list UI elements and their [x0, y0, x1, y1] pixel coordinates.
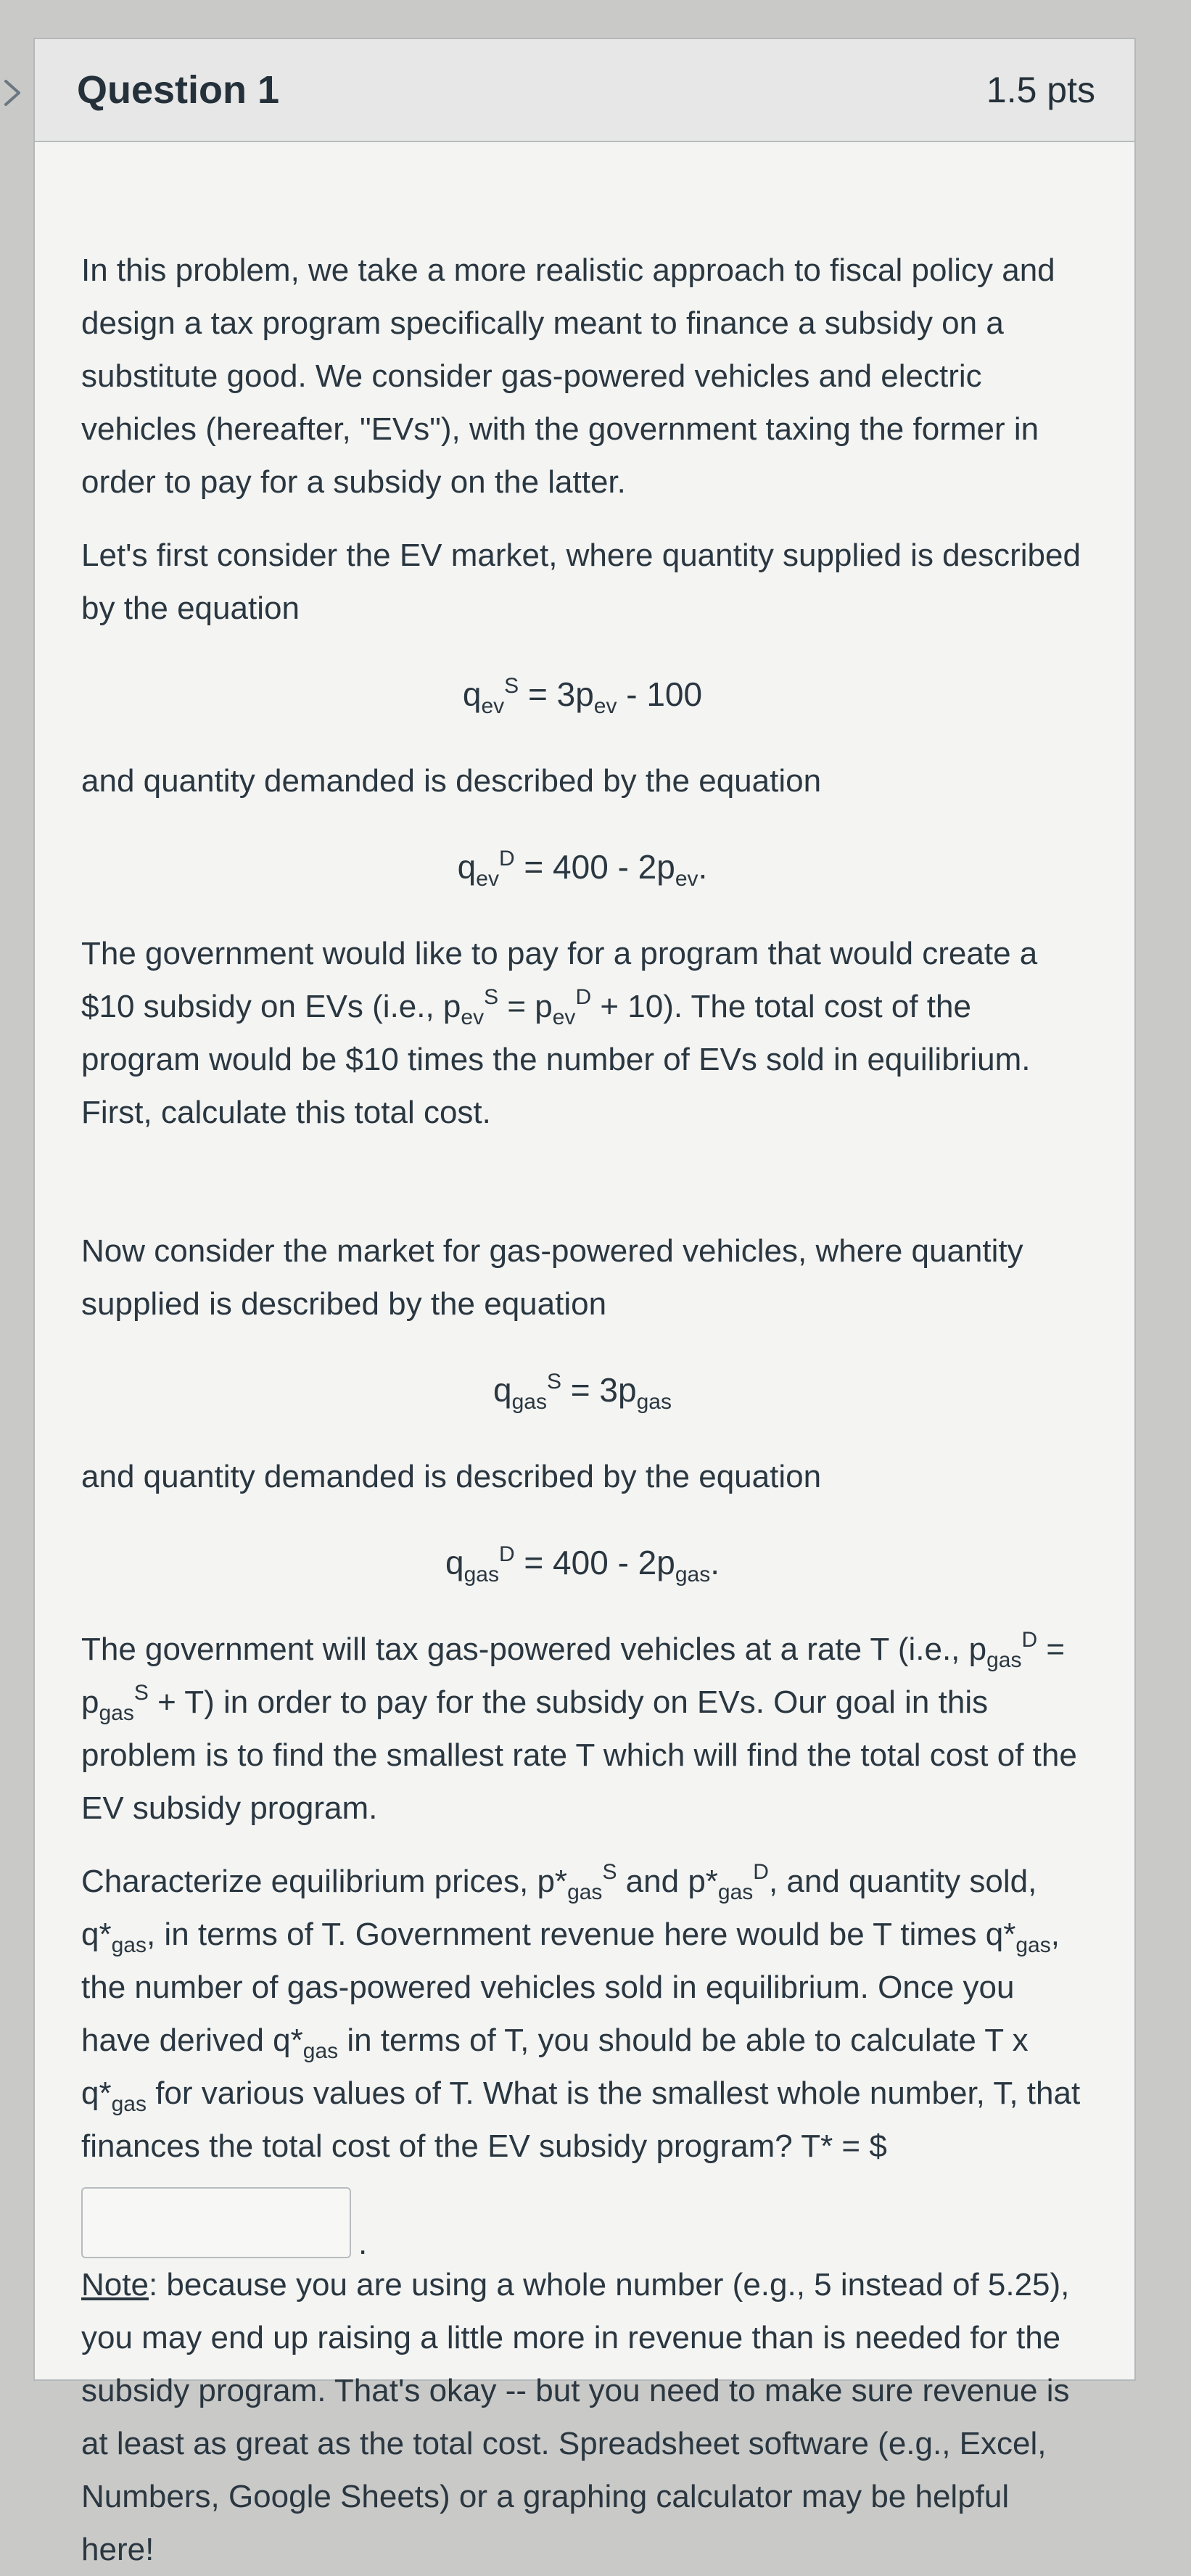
ev-demand-equation: $q_{ev}^D = 400 - 2p_{ev}$.	[457, 847, 708, 891]
chevron-right-icon[interactable]	[0, 70, 29, 113]
question-card	[33, 38, 1136, 2567]
gas-supply-equation: $q_{gas}^S = 3p_{gas}$	[493, 1370, 672, 1414]
answer-row	[81, 2187, 1084, 2261]
ev-supply-equation: $q_{ev}^S = 3p_{ev} - 100$	[462, 674, 703, 718]
question-header	[35, 39, 1134, 142]
note-paragraph: Note: because you are using a whole number (e.g., 5 instead of 5.25), you may end up raising a little more in revenue than is needed for the subsidy program. That's okay -- but you need to make sure revenue is at least as great as the total cost. Spreadsheet software (e.g., Excel, Numbers, Google Sheets) or a graphing calculator may be helpful here!	[81, 2267, 1070, 2567]
gas-demand-intro: and quantity demanded is described by the equation	[81, 1459, 822, 1494]
ev-demand-intro: and quantity demanded is described by the equation	[81, 763, 822, 799]
question-body	[35, 142, 1134, 2576]
tax-paragraph: The government will tax gas-powered vehicles at a rate T (i.e., $p_{gas}^D = p_{gas}^S + T$) in order to pay for the subsidy on EVs. Our goal in this problem is to find the smallest rate T which will find the total cost of the EV subsidy program.	[81, 1628, 1077, 1826]
note-label: Note	[81, 2267, 149, 2303]
ev-subsidy-paragraph: The government would like to pay for a program that would create a $10 subsidy on EVs (i.e., $p_{ev}^S = p_{ev}^D + 10$). The total cost of the program would be $10 times the number of EVs sold in equilibrium. First, calculate this total cost.	[81, 936, 1038, 1130]
gas-demand-equation: $q_{gas}^D = 400 - 2p_{gas}$.	[445, 1542, 720, 1587]
intro-paragraph: In this problem, we take a more realistic approach to fiscal policy and design a tax program specifically meant to finance a subsidy on a substitute good. We consider gas-powered vehicles and electric vehicles (hereafter, "EVs"), with the government taxing the former in order to pay for a subsidy on the latter.	[81, 252, 1055, 500]
question-title: Question 1	[77, 68, 280, 112]
answer-trailing-period: .	[358, 2226, 368, 2261]
answer-input[interactable]	[81, 2187, 351, 2258]
characterize-paragraph: Characterize equilibrium prices, $p*_{gas}^S$ and $p*_{gas}^D$, and quantity sold, $q*_{gas}$, in terms of T. Government revenue here would be T times $q*_{gas}$, the number of gas-powered vehicles sold in equilibrium. Once you have derived $q*_{gas}$ in terms of T, you should be able to calculate T x $q*_{gas}$ for various values of T. What is the smallest whole number, T, that finances the total cost of the EV subsidy program? T* = $	[81, 1860, 1081, 2164]
ev-intro-paragraph: Let's first consider the EV market, where quantity supplied is described by the equation	[81, 538, 1081, 626]
question-points: 1.5 pts	[986, 70, 1095, 110]
gas-intro-paragraph: Now consider the market for gas-powered vehicles, where quantity supplied is described by the equation	[81, 1233, 1023, 1322]
